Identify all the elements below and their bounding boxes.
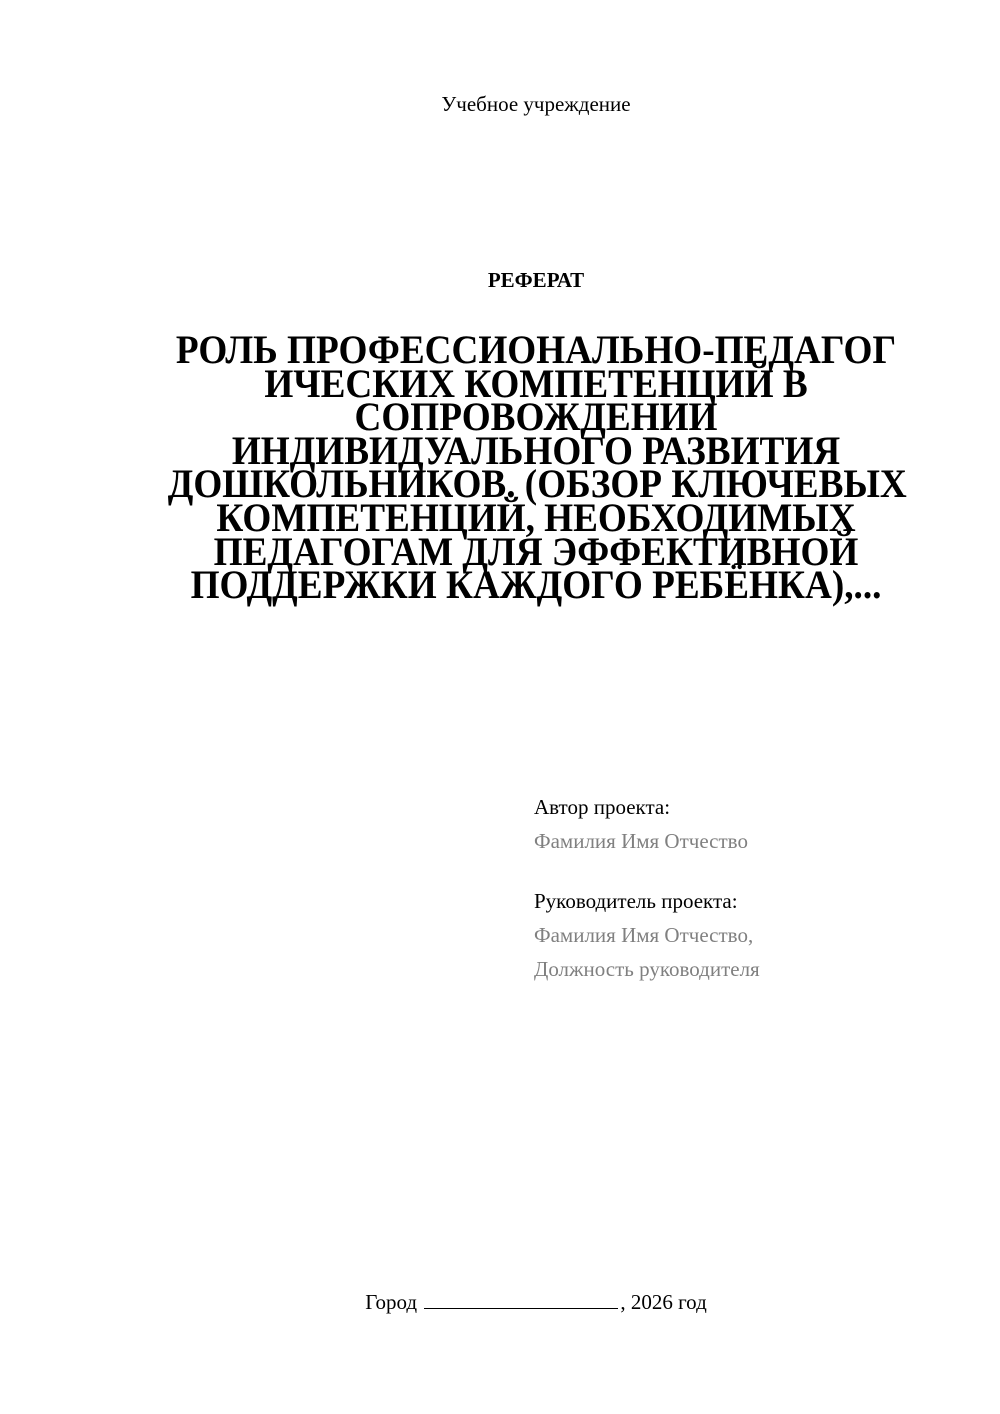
supervisor-name: Фамилия Имя Отчество, xyxy=(534,923,754,947)
document-title xyxy=(167,327,907,608)
city-label: Город xyxy=(365,1290,418,1314)
title-line: ИЧЕСКИХ КОМПЕТЕНЦИЙ В xyxy=(264,360,808,406)
author-name: Фамилия Имя Отчество xyxy=(534,829,748,853)
title-line: КОМПЕТЕНЦИЙ, НЕОБХОДИМЫХ xyxy=(216,494,856,540)
author-label: Автор проекта: xyxy=(534,795,671,819)
spacer xyxy=(534,858,760,884)
title-line: ПОДДЕРЖКИ КАЖДОГО РЕБЁНКА),... xyxy=(190,562,882,608)
title-line: ДОШКОЛЬНИКОВ. (ОБЗОР КЛЮЧЕВЫХ xyxy=(167,461,907,507)
supervisor-position: Должность руководителя xyxy=(534,957,760,981)
supervisor-label: Руководитель проекта: xyxy=(534,889,738,913)
title-line: РОЛЬ ПРОФЕССИОНАЛЬНО-ПЕДАГОГ xyxy=(175,327,897,372)
institution-name: Учебное учреждение xyxy=(441,92,631,116)
title-line: ИНДИВИДУАЛЬНОГО РАЗВИТИЯ xyxy=(231,427,841,473)
footer-city-year xyxy=(0,1290,1000,1315)
credits-block xyxy=(534,790,760,986)
title-line: ПЕДАГОГАМ ДЛЯ ЭФФЕКТИВНОЙ xyxy=(213,528,859,574)
document-type: РЕФЕРАТ xyxy=(487,268,585,292)
year-text: , 2026 год xyxy=(620,1290,707,1314)
title-line: СОПРОВОЖДЕНИИ xyxy=(354,394,718,440)
city-blank-line xyxy=(424,1290,618,1309)
